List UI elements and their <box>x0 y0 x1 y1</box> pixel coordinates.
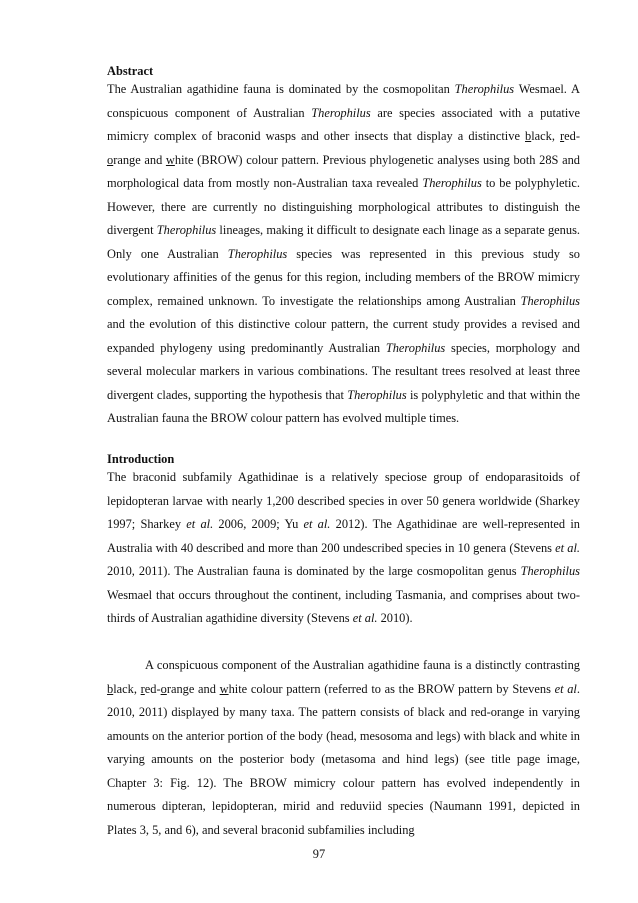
abstract-heading: Abstract <box>107 64 154 78</box>
page-number: 97 <box>312 847 326 861</box>
introduction-paragraph-2: A conspicuous component of the Australian agathidine fauna is a distinctly contrasting black, red-orange and white colour pattern (referred to as the BROW pattern by Stevens et al. 2010, 2011) displayed by many taxa. The pattern consists of black and red-orange in varying amounts on the anterior portion of the body (head, mesosoma and legs) with black and white in varying amounts on the posterior body (metasoma and hind legs) (see title page image, Chapter 3: Fig. 12). The BROW mimicry colour pattern has evolved independently in numerous dipteran, lepidopteran, mirid and reduviid species (Naumann 1991, depicted in Plates 3, 5, and 6), and several braconid subfamilies including <box>107 658 580 837</box>
introduction-heading: Introduction <box>107 452 175 466</box>
introduction-paragraph-1: The braconid subfamily Agathidinae is a relatively speciose group of endoparasitoids of lepidopteran larvae with nearly 1,200 described species in over 50 genera worldwide (Sharkey 1997; Sharkey et al. 2006, 2009; Yu et al. 2012). The Agathidinae are well-represented in Australia with 40 described and more than 200 undescribed species in 10 genera (Stevens et al. 2010, 2011). The Australian fauna is dominated by the large cosmopolitan genus Therophilus Wesmael that occurs throughout the continent, including Tasmania, and comprises about two-thirds of Australian agathidine diversity (Stevens et al. 2010). <box>107 470 580 625</box>
abstract-paragraph: The Australian agathidine fauna is dominated by the cosmopolitan Therophilus Wesmael. A conspicuous component of Australian Therophilus are species associated with a putative mimicry complex of braconid wasps and other insects that display a distinctive black, red-orange and white (BROW) colour pattern. Previous phylogenetic analyses using both 28S and morphological data from mostly non-Australian taxa revealed Therophilus to be polyphyletic. However, there are currently no distinguishing morphological attributes to distinguish the divergent Therophilus lineages, making it difficult to designate each linage as a separate genus. Only one Australian Therophilus species was represented in this previous study so evolutionary affinities of the genus for this region, including members of the BROW mimicry complex, remained unknown. To investigate the relationships among Australian Therophilus and the evolution of this distinctive colour pattern, the current study provides a revised and expanded phylogeny using predominantly Australian Therophilus species, morphology and several molecular markers in various combinations. The resultant trees resolved at least three divergent clades, supporting the hypothesis that Therophilus is polyphyletic and that within the Australian fauna the BROW colour pattern has evolved multiple times. <box>107 82 580 425</box>
